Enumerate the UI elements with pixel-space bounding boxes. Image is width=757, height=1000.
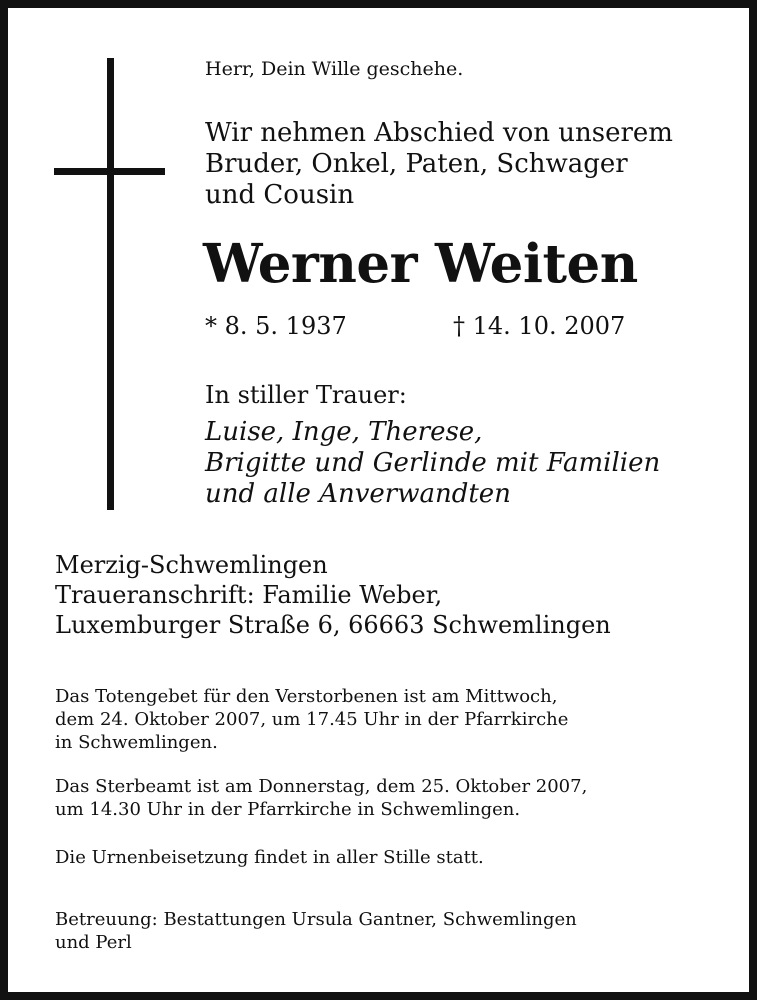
farewell-line: Wir nehmen Abschied von unserem [205,118,673,148]
address-line: Luxemburger Straße 6, 66663 Schwemlingen [55,611,611,639]
prayer-line: dem 24. Oktober 2007, um 17.45 Uhr in der Pfarrkirche [55,709,569,730]
care-paragraph [55,908,577,954]
care-line: Betreuung: Bestattungen Ursula Gantner, Schwemlingen [55,909,577,930]
motto: Herr, Dein Wille geschehe. [205,58,464,80]
farewell-line: und Cousin [205,180,355,210]
cross-icon-bar [54,168,165,175]
mourners-line: und alle Anverwandten [205,479,511,509]
farewell-line: Bruder, Onkel, Paten, Schwager [205,149,628,179]
requiem-paragraph [55,775,587,821]
care-line: und Perl [55,932,132,953]
mourners-list [205,417,660,510]
burial-paragraph [55,846,484,869]
deceased-name: Werner Weiten [203,233,638,295]
cross-icon [107,58,114,510]
death-date: † 14. 10. 2007 [453,312,626,340]
mourners-line: Brigitte und Gerlinde mit Familien [205,448,661,478]
mourning-address [55,550,611,640]
burial-line: Die Urnenbeisetzung findet in aller Stille statt. [55,847,484,868]
farewell-text [205,118,673,211]
prayer-line: Das Totengebet für den Verstorbenen ist am Mittwoch, [55,686,558,707]
prayer-paragraph [55,685,568,754]
requiem-line: um 14.30 Uhr in der Pfarrkirche in Schwemlingen. [55,799,521,820]
address-line: Traueranschrift: Familie Weber, [55,581,443,609]
requiem-line: Das Sterbeamt ist am Donnerstag, dem 25. Oktober 2007, [55,776,588,797]
address-line: Merzig-Schwemlingen [55,551,328,579]
prayer-line: in Schwemlingen. [55,732,218,753]
mourning-label: In stiller Trauer: [205,381,407,409]
mourners-line: Luise, Inge, Therese, [205,417,483,447]
birth-date: * 8. 5. 1937 [205,312,347,340]
